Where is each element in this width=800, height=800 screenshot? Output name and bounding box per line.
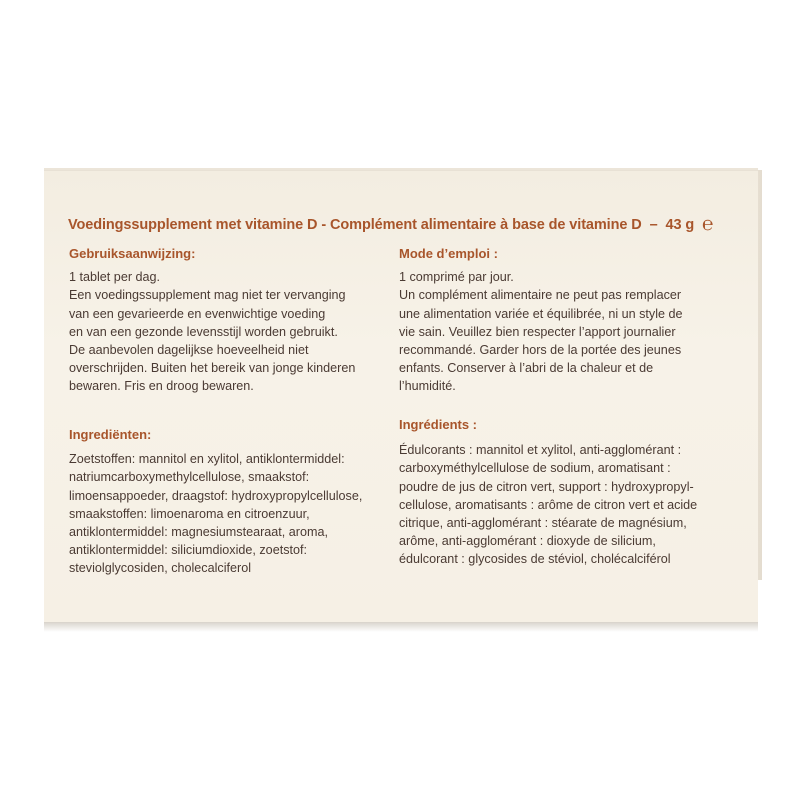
title-dash: – <box>649 217 658 233</box>
fr-ingredients-line: citrique, anti-agglomérant : stéarate de magnésium, <box>399 516 687 531</box>
fr-ingredients-line: arôme, anti-agglomérant : dioxyde de silicium, <box>399 534 656 549</box>
fr-usage-heading: Mode d’emploi : <box>399 246 498 261</box>
fr-usage-line: enfants. Conserver à l’abri de la chaleur et de <box>399 361 654 376</box>
nl-ingredients-line: antiklontermiddel: siliciumdioxide, zoetstof: <box>69 543 307 558</box>
fr-ingredients-section <box>399 416 734 569</box>
nl-ingredients-line: natriumcarboxymethylcellulose, smaakstof: <box>69 470 310 485</box>
nl-ingredients-line: steviolglycosiden, cholecalciferol <box>69 561 252 576</box>
fr-usage-line: l’humidité. <box>399 379 456 394</box>
nl-usage-line: De aanbevolen dagelijkse hoeveelheid niet <box>69 343 309 358</box>
nl-ingredients-heading: Ingrediënten: <box>69 427 152 442</box>
product-title <box>68 213 758 235</box>
estimated-sign-icon: ℮ <box>702 214 714 235</box>
nl-usage-line: 1 tablet per dag. <box>69 270 161 285</box>
fr-ingredients-line: cellulose, aromatisants : arôme de citron vert et acide <box>399 497 698 512</box>
fr-ingredients-line: carboxyméthylcellulose de sodium, aromatisant : <box>399 461 671 476</box>
nl-usage-line: bewaren. Fris en droog bewaren. <box>69 379 254 394</box>
nl-usage-line: en van een gezonde levensstijl worden gebruikt. <box>69 324 338 339</box>
net-weight: 43 g <box>665 217 695 233</box>
nl-ingredients-line: limoensappoeder, draagstof: hydroxypropylcellulose, <box>69 488 363 503</box>
nl-ingredients-line: antiklontermiddel: magnesiumstearaat, aroma, <box>69 525 328 540</box>
title-nl: Voedingssupplement met vitamine D <box>68 217 318 233</box>
nl-ingredients-section <box>69 426 389 578</box>
nl-usage-line: van een gevarieerde en evenwichtige voeding <box>69 306 326 321</box>
fr-usage-line: vie sain. Veuillez bien respecter l’apport journalier <box>399 324 676 339</box>
fr-ingredients-line: Édulcorants : mannitol et xylitol, anti-agglomérant : <box>399 443 682 458</box>
title-separator: - <box>321 217 327 233</box>
fr-ingredients-line: poudre de jus de citron vert, support : hydroxypropyl- <box>399 479 694 494</box>
fr-usage-line: 1 comprimé par jour. <box>399 270 514 285</box>
nl-usage-line: overschrijden. Buiten het bereik van jonge kinderen <box>69 361 356 376</box>
fr-usage-line: recommandé. Garder hors de la portée des jeunes <box>399 343 682 358</box>
fr-ingredients-line: édulcorant : glycosides de stéviol, cholécalciférol <box>399 552 671 567</box>
nl-ingredients-line: Zoetstoffen: mannitol en xylitol, antiklontermiddel: <box>69 452 345 467</box>
fr-usage-line: Un complément alimentaire ne peut pas remplacer <box>399 288 682 303</box>
nl-usage-section <box>69 245 389 396</box>
nl-ingredients-line: smaakstoffen: limoenaroma en citroenzuur, <box>69 506 310 521</box>
nl-usage-line: Een voedingssupplement mag niet ter vervanging <box>69 288 346 303</box>
title-fr: Complément alimentaire à base de vitamine D <box>330 217 642 233</box>
fr-ingredients-heading: Ingrédients : <box>399 417 478 432</box>
box-shadow <box>44 622 758 632</box>
fr-usage-section <box>399 245 734 396</box>
nl-usage-heading: Gebruiksaanwijzing: <box>69 246 196 261</box>
fr-usage-line: une alimentation variée et équilibrée, ni un style de <box>399 306 683 321</box>
